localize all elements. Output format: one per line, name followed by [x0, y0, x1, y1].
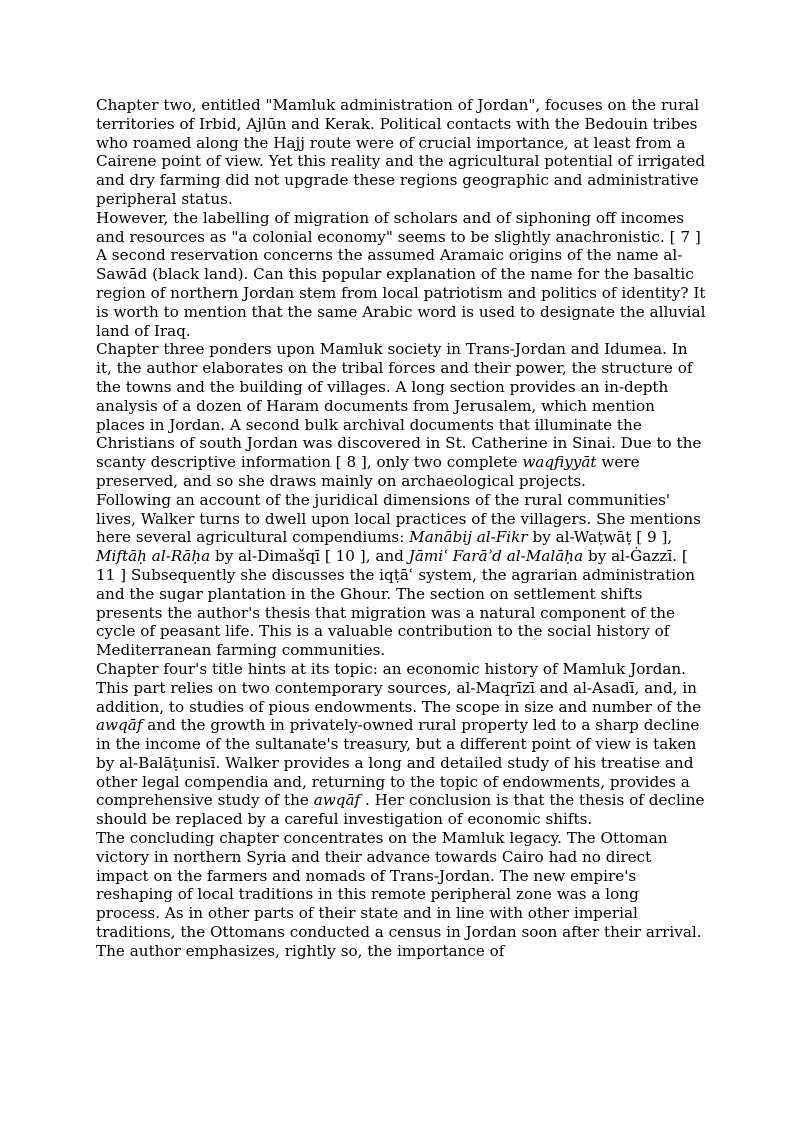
- paragraph-chapter-three: [96, 340, 706, 490]
- italic-title: Manābij al-Fikr: [409, 528, 528, 547]
- paragraph-text: The concluding chapter concentrates on the Mamluk legacy. The Ottoman victory in northern Syria and their advance towards Cairo had no direct impact on the farmers and nomads of Trans-Jordan. The new empire's reshaping of local traditions in this remote peripheral zone was a long process. As in other parts of their state and in line with other imperial traditions, the Ottomans conducted a census in Jordan soon after their arrival. The author emphasizes, rightly so, the importance of: [96, 829, 702, 960]
- paragraph-text: by al-Waṭwāṭ [ 9 ],: [527, 528, 673, 547]
- paragraph-text: . Her conclusion is that the thesis of decline should be replaced by a careful investigation of economic shifts.: [96, 791, 705, 829]
- paragraph-chapter-four: [96, 660, 706, 829]
- italic-title: Jāmiʿ Farāʾd al-Malāḥa: [408, 547, 584, 566]
- paragraph-text: Chapter three ponders upon Mamluk society in Trans-Jordan and Idumea. In it, the author elaborates on the tribal forces and their power, the structure of the towns and the building of villages. A long section provides an in-depth analysis of a dozen of Haram documents from Jerusalem, which mention places in Jordan. A second bulk archival documents that illuminate the Christians of south Jordan was discovered in St. Catherine in Sinai. Due to the scanty descriptive information [ 8 ], only two complete: [96, 340, 702, 472]
- italic-term: awqāf: [96, 716, 143, 735]
- paragraph-concluding-chapter: [96, 829, 706, 961]
- paragraph-text: Chapter four's title hints at its topic: an economic history of Mamluk Jordan. This part relies on two contemporary sources, al-Maqrīzī and al-Asadī, and, in addition, to studies of pious endowments. The scope in size and number of the: [96, 659, 702, 716]
- italic-title: Miftāḥ al-Rāḥa: [96, 547, 211, 566]
- paragraph-text: Following an account of the juridical dimensions of the rural communities' lives, Walker turns to dwell upon local practices of the villagers. She mentions here several agricultural compendiums:: [96, 490, 701, 547]
- paragraph-text: and the growth in privately-owned rural property led to a sharp decline in the income of the sultanate's treasury, but a different point of view is taken by al-Balāṭunisī. Walker provides a long and detailed study of his treatise and other legal compendia and, returning to the topic of endowments, provides a comprehensive study of the: [96, 716, 700, 810]
- paragraph-text: However, the labelling of migration of scholars and of siphoning off incomes and resources as "a colonial economy" seems to be slightly anachronistic. [ 7 ] A second reservation concerns the assumed Aramaic origins of the name al-Sawād (black land). Can this popular explanation of the name for the basaltic region of northern Jordan stem from local patriotism and politics of identity? It is worth to mention that the same Arabic word is used to designate the alluvial land of Iraq.: [96, 208, 706, 340]
- paragraph-colonial-economy: [96, 209, 706, 341]
- paragraph-text: by al-Ġazzī. [ 11 ] Subsequently she discusses the iqṭāʿ system, the agrarian administration and the sugar plantation in the Ghour. The section on settlement shifts presents the author's thesis that migration was a natural component of the cycle of peasant life. This is a valuable contribution to the social history of Mediterranean farming communities.: [96, 547, 696, 660]
- paragraph-chapter-two: [96, 96, 706, 209]
- document-body: [96, 96, 706, 961]
- paragraph-text: Chapter two, entitled "Mamluk administration of Jordan", focuses on the rural territories of Irbid, Ajlūn and Kerak. Political contacts with the Bedouin tribes who roamed along the Hajj route were of crucial importance, at least from a Cairene point of view. Yet this reality and the agricultural potential of irrigated and dry farming did not upgrade these regions geographic and administrative peripheral status.: [96, 96, 706, 208]
- paragraph-rural-communities: [96, 491, 706, 660]
- italic-term: waqfiyyāt: [522, 453, 597, 472]
- paragraph-text: by al-Dimašqī [ 10 ], and: [210, 547, 409, 566]
- paragraph-text: were preserved, and so she draws mainly on archaeological projects.: [96, 453, 640, 490]
- italic-term: awqāf: [313, 791, 361, 810]
